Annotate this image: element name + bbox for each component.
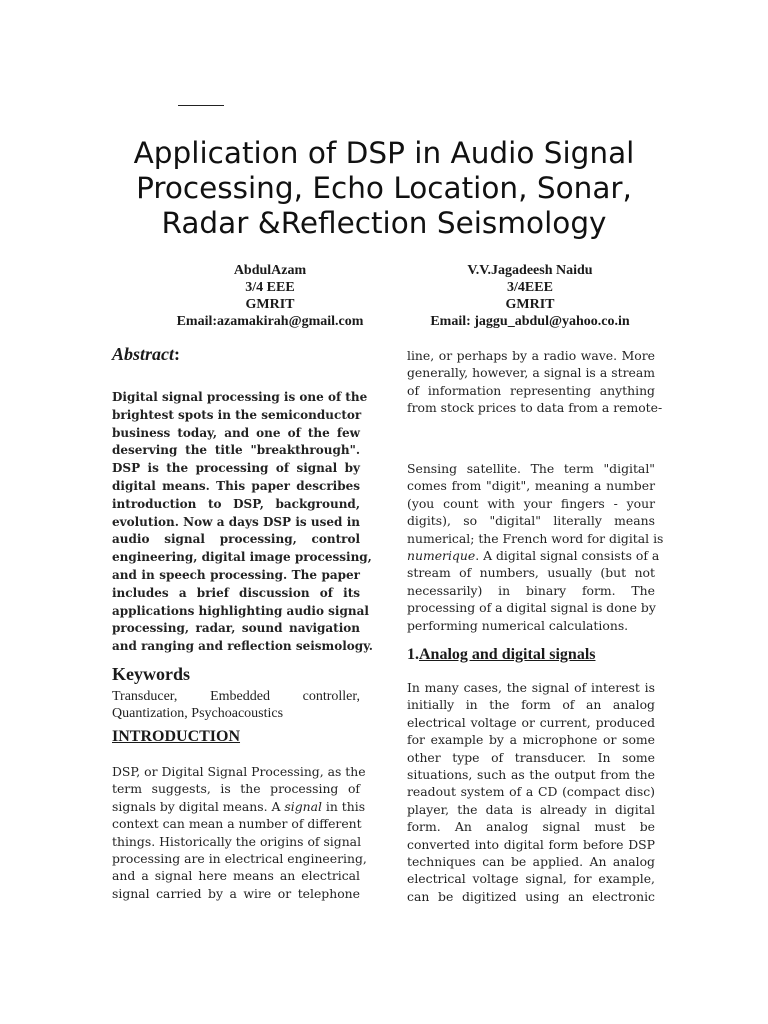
- text-line: Digital signal processing is one of the: [112, 390, 368, 404]
- author-email: Email:azamakirah@gmail.com: [176, 314, 364, 329]
- text-line: applications highlighting audio signal: [112, 603, 369, 618]
- paper-title: [40, 136, 728, 241]
- section-title: Analog and digital signals: [419, 646, 596, 663]
- text-line: comes from "digit", meaning a number: [407, 478, 655, 494]
- introduction-heading: INTRODUCTION: [112, 728, 241, 745]
- text-line: and a signal here means an electrical: [112, 868, 360, 884]
- text-line: situations, such as the output from the: [407, 767, 655, 783]
- text-line: necessarily) in binary form. The: [407, 582, 655, 598]
- text-line: digits), so "digital" literally means: [407, 513, 655, 529]
- text-line: for example by a microphone or some: [407, 732, 655, 748]
- text-line: digital means. This paper describes: [112, 478, 360, 493]
- title-line-1: Application of DSP in Audio Signal: [133, 136, 635, 170]
- text-line: In many cases, the signal of interest is: [407, 680, 655, 695]
- text-line: processing are in electrical engineering,: [112, 851, 367, 867]
- text-line: DSP is the processing of signal by: [112, 461, 360, 476]
- text-line: and ranging and reflection seismology.: [112, 639, 373, 654]
- section-number: 1.: [407, 646, 419, 663]
- text-line: Quantization, Psychoacoustics: [112, 706, 284, 721]
- abstract-heading: Abstract:: [112, 344, 181, 364]
- text-line: generally, however, a signal is a stream: [407, 365, 655, 381]
- text-line: electrical voltage signal, for example,: [407, 871, 655, 887]
- text-line: evolution. Now a days DSP is used in: [112, 514, 360, 529]
- text-line: numerical; the French word for digital is: [407, 530, 664, 546]
- author-org: GMRIT: [245, 297, 295, 312]
- text-line: processing, radar, sound navigation: [112, 621, 360, 636]
- text-line: brightest spots in the semiconductor: [112, 407, 362, 422]
- text-line: context can mean a number of different: [112, 816, 362, 832]
- text-line: initially in the form of an analog: [407, 697, 655, 713]
- right-column-block-3: [407, 679, 655, 905]
- text-line: electrical voltage or current, produced: [407, 714, 655, 730]
- text-line: (you count with your fingers - your: [407, 495, 655, 511]
- author-name: V.V.Jagadeesh Naidu: [467, 263, 593, 278]
- text-line: stream of numbers, usually (but not: [407, 565, 655, 581]
- text-line: signal carried by a wire or telephone: [112, 885, 360, 901]
- text-line: audio signal processing, control: [112, 532, 360, 547]
- text-line: and in speech processing. The paper: [112, 567, 360, 582]
- text-line: other type of transducer. In some: [407, 749, 655, 765]
- title-line-2: Processing, Echo Location, Sonar,: [136, 171, 632, 205]
- text-line: DSP, or Digital Signal Processing, as the: [112, 764, 366, 779]
- text-line: introduction to DSP, background,: [112, 496, 360, 511]
- section-1-heading: [407, 646, 596, 664]
- text-line: converted into digital form before DSP: [407, 836, 655, 852]
- text-line: term suggests, is the processing of: [112, 781, 360, 797]
- text-line: can be digitized using an electronic: [407, 888, 655, 904]
- text-line: form. An analog signal must be: [407, 819, 655, 835]
- text-line: processing of a digital signal is done by: [407, 600, 656, 616]
- title-line-3: Radar &Reflection Seismology: [161, 206, 607, 240]
- text-line: business today, and one of the few: [112, 425, 360, 440]
- introduction-text: [112, 763, 367, 902]
- author-1: [150, 262, 390, 330]
- author-name: AbdulAzam: [233, 263, 307, 278]
- text-line: Sensing satellite. The term "digital": [407, 461, 655, 476]
- author-org: GMRIT: [505, 297, 555, 312]
- text-line: player, the data is already in digital: [407, 801, 655, 817]
- text-line: of information representing anything: [407, 382, 655, 398]
- text-line: includes a brief discussion of its: [112, 585, 360, 600]
- text-line: readout system of a CD (compact disc): [407, 784, 655, 800]
- text-line: techniques can be applied. An analog: [407, 854, 655, 870]
- text-line: from stock prices to data from a remote-: [407, 400, 663, 416]
- keywords-heading: Keywords: [112, 664, 190, 684]
- italic-signal: signal: [284, 798, 322, 814]
- top-rule: [178, 105, 224, 106]
- text-line: deserving the title "breakthrough".: [112, 443, 360, 458]
- author-dept: 3/4EEE: [507, 280, 553, 295]
- text-line: performing numerical calculations.: [407, 617, 629, 633]
- author-email: Email: jaggu_abdul@yahoo.co.in: [430, 314, 630, 329]
- text-line: numerique. A digital signal consists of a: [407, 548, 660, 564]
- abstract-text: [112, 389, 373, 656]
- keywords-text: [112, 688, 360, 722]
- right-column-block-2: [407, 460, 664, 634]
- italic-numerique: numerique: [407, 548, 476, 564]
- text-line: line, or perhaps by a radio wave. More: [407, 348, 655, 363]
- right-column-block-1: [407, 347, 663, 417]
- text-line: things. Historically the origins of signal: [112, 833, 362, 849]
- text-line: signals by digital means. A signal in this: [112, 798, 366, 814]
- author-2: [390, 262, 670, 330]
- text-line: Transducer, Embedded controller,: [112, 689, 360, 704]
- author-dept: 3/4 EEE: [245, 280, 295, 295]
- text-line: engineering, digital image processing,: [112, 550, 372, 565]
